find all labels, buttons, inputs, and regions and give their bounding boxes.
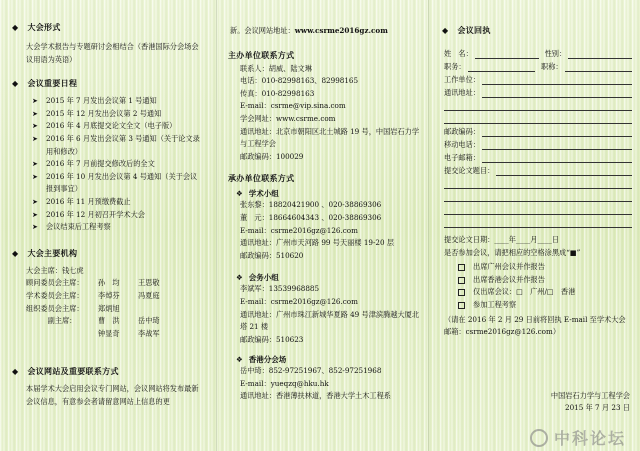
org-name: 李战军 <box>138 328 160 338</box>
org-row <box>26 277 202 290</box>
org-row <box>26 265 202 278</box>
attend-option-label: 仅出席会议：□ 广州/□ 香港 <box>473 287 576 297</box>
signature-block <box>551 390 630 414</box>
form-row-postcode: 邮政编码： <box>444 124 632 137</box>
schedule-item-text: 2016 年 10 月发出会议第 4 号通知（关于会议报到事宜） <box>46 171 198 194</box>
schedule-item-text: 会议结束后工程考察 <box>46 222 111 232</box>
address-field[interactable] <box>482 89 632 98</box>
diamond-icon: ◆ <box>12 367 19 377</box>
diamond-dot-icon: ❖ <box>236 355 243 365</box>
schedule-item-text: 2016 年 12 月初召开学术大会 <box>46 209 145 219</box>
form-row-position: 职务： 职称： <box>444 59 632 72</box>
attend-option-label: 参加工程考察 <box>473 299 517 309</box>
org-role <box>26 328 98 341</box>
org-role: 副主席： <box>26 316 77 326</box>
diamond-icon: ◆ <box>12 248 19 258</box>
receipt-note: （请在 2016 年 2 月 29 日前将回执 E-mail 至学术大会邮箱：csrme2016gz@126.com） <box>444 314 626 337</box>
schedule-item-text: 2015 年 12 月发出会议第 2 号通知 <box>46 108 162 118</box>
academic-heading: ❖ 学术小组 <box>236 189 279 199</box>
attend-option <box>444 286 632 299</box>
submit-date-line: 提交论文日期：____年____月____日 <box>444 235 560 244</box>
org-role: 顾问委员会主席： <box>26 278 84 288</box>
form-row-address: 通讯地址： <box>444 85 632 98</box>
org-name: 岳中琦 <box>138 316 160 326</box>
diamond-dot-icon: ❖ <box>236 189 243 199</box>
diamond-dot-icon: ❖ <box>236 273 243 283</box>
schedule-item-text: 2016 年 6 月发出会议第 3 号通知（关于论文录用和修改） <box>46 133 200 156</box>
attend-prompt: 是否参加会议，请把相应的空格涂黑成“■” <box>444 247 581 257</box>
org-name: 孙 均 <box>98 278 120 288</box>
academic-contact-line: 邮政编码：510620 <box>240 250 304 260</box>
arrow-right-icon: ➤ <box>32 172 38 181</box>
org-row <box>26 290 202 303</box>
email-field[interactable] <box>482 154 632 163</box>
section-heading-receipt: ◆ 会议回执 <box>442 26 491 35</box>
org-row <box>26 315 202 328</box>
org-name: 钟显奇 <box>98 328 120 338</box>
academic-contact <box>230 199 424 262</box>
host-contact-line: 电话：010-82998163、82998165 <box>240 76 359 86</box>
attend-option <box>444 274 632 287</box>
section-heading-format: ◆ 大会形式 <box>12 23 61 32</box>
arrow-right-icon: ➤ <box>32 122 38 131</box>
paper-title-line4[interactable] <box>444 202 632 215</box>
org-role: 组织委员会主席： <box>26 303 84 313</box>
section-heading-host: 主办单位联系方式 <box>228 50 295 60</box>
column-middle <box>222 0 424 451</box>
schedule-item-text: 2016 年 4 月底提交论文全文（电子版） <box>46 121 177 131</box>
unit-field[interactable] <box>482 76 632 85</box>
schedule-item-text: 2016 年 7 月前提交修改后的全文 <box>46 159 155 169</box>
affairs-contact-line: 李斌军：13539968885 <box>240 284 320 294</box>
checkbox[interactable] <box>458 289 465 296</box>
schedule-item <box>32 120 202 133</box>
org-list <box>26 265 202 341</box>
checkbox[interactable] <box>458 302 465 309</box>
diamond-icon: ◆ <box>12 79 19 89</box>
watermark: 中科论坛 <box>530 426 626 449</box>
schedule-list <box>26 95 202 234</box>
web-url-link[interactable]: www.csrme2016gz.com <box>294 26 388 35</box>
host-contact <box>230 63 424 164</box>
column-divider <box>428 0 429 451</box>
mobile-field[interactable] <box>482 141 632 150</box>
checkbox[interactable] <box>458 264 465 271</box>
diamond-icon: ◆ <box>442 26 449 35</box>
postcode-field[interactable] <box>482 128 632 137</box>
sign-org: 中国岩石力学与工程学会 <box>550 391 630 400</box>
position-field[interactable] <box>468 63 535 72</box>
org-row <box>26 328 202 341</box>
title-field[interactable] <box>565 63 632 72</box>
hk-contact-line: 通讯地址：香港薄扶林道，香港大学土木工程系 <box>240 391 391 401</box>
schedule-item <box>32 95 202 108</box>
column-right <box>432 0 640 451</box>
attend-option-label: 出席广州会议并作报告 <box>473 262 545 272</box>
section-heading-schedule: ◆ 会议重要日程 <box>12 79 78 89</box>
paper-title-line5[interactable] <box>444 215 632 228</box>
org-name <box>138 265 182 278</box>
host-contact-line: 联系人：胡威、陆文琳 <box>240 63 312 73</box>
arrow-right-icon: ➤ <box>32 134 38 143</box>
schedule-item <box>32 221 202 234</box>
name-field[interactable] <box>475 50 539 59</box>
hk-heading: ❖ 香港分会场 <box>236 355 287 365</box>
org-name <box>98 265 138 278</box>
affairs-contact-line: E-mail：csrme2016gz@126.com <box>240 296 358 306</box>
org-name: 李焯芬 <box>98 290 120 300</box>
org-role: 大会主席：钱七虎 <box>26 265 84 275</box>
org-row <box>26 303 202 316</box>
form-row-name: 姓 名： 性别： <box>444 46 632 59</box>
org-role: 学术委员会主席： <box>26 290 84 300</box>
hk-contact <box>230 365 424 403</box>
attend-option <box>444 261 632 274</box>
org-name <box>138 303 182 316</box>
schedule-item-text: 2015 年 7 月发出会议第 1 号通知 <box>46 96 157 106</box>
org-name: 曹 洪 <box>98 316 120 326</box>
schedule-item-text: 2016 年 11 月预缴费截止 <box>46 196 131 206</box>
form-row-mobile: 移动电话： <box>444 137 632 150</box>
org-name: 郑炳旭 <box>98 303 120 313</box>
form-row-paper: 提交论文题目： <box>444 163 632 176</box>
section-heading-organizer: 承办单位联系方式 <box>228 174 295 184</box>
academic-contact-line: E-mail：csrme2016gz@126.com <box>240 225 358 235</box>
schedule-item <box>32 108 202 121</box>
checkbox[interactable] <box>458 277 465 284</box>
section-heading-web: ◆ 会议网站及重要联系方式 <box>12 367 119 377</box>
sign-date: 2015 年 7 月 23 日 <box>565 403 630 412</box>
hk-contact-line: 岳中琦：852-97251967、852-97251968 <box>240 366 382 376</box>
arrow-right-icon: ➤ <box>32 223 38 232</box>
section-heading-org: ◆ 大会主要机构 <box>12 248 78 258</box>
academic-contact-line: 张东黎：18820421900 、020-38869306 <box>240 200 382 210</box>
web-text: 本届学术大会启用会议专门网站，会议网站将发布最新会议信息，有意参会者请留意网站上信息的更 <box>26 384 199 406</box>
host-contact-line: 通讯地址：北京市朝阳区北土城路 19 号，中国岩石力学与工程学会 <box>240 126 420 149</box>
affairs-contact-line: 通讯地址：广州市珠江新城华夏路 49 号津滨腾越大厦北塔 21 楼 <box>240 309 420 332</box>
diamond-icon: ◆ <box>12 23 19 32</box>
attend-option <box>444 299 632 312</box>
arrow-right-icon: ➤ <box>32 97 38 106</box>
host-contact-line: E-mail：csrme@vip.sina.com <box>240 101 346 111</box>
arrow-right-icon: ➤ <box>32 109 38 118</box>
format-text: 大会学术报告与专题研讨会相结合（香港国际分会场会议用语为英语） <box>26 42 199 64</box>
hk-contact-line: E-mail：yueqzq@hku.hk <box>240 378 329 388</box>
schedule-item <box>32 209 202 222</box>
academic-contact-line: 通讯地址：广州市天河路 99 号天丽楼 19-20 层 <box>240 238 395 248</box>
attend-options <box>444 261 632 311</box>
host-contact-line: 邮政编码：100029 <box>240 151 304 161</box>
attend-option-label: 出席香港会议并作报告 <box>473 274 545 284</box>
paper-title-line2[interactable] <box>444 176 632 189</box>
org-name: 冯夏庭 <box>138 290 160 300</box>
affairs-heading: ❖ 会务小组 <box>236 273 279 283</box>
paper-title-line3[interactable] <box>444 189 632 202</box>
affairs-contact <box>230 283 424 346</box>
paper-title-field[interactable] <box>496 167 632 176</box>
org-name: 王思敬 <box>138 278 160 288</box>
arrow-right-icon: ➤ <box>32 160 38 169</box>
address-field-line2[interactable] <box>444 98 632 111</box>
gender-field[interactable] <box>568 50 632 59</box>
schedule-item <box>32 171 202 196</box>
form-row-unit: 工作单位： <box>444 72 632 85</box>
host-contact-line: 传真：010-82998163 <box>240 88 315 98</box>
arrow-right-icon: ➤ <box>32 197 38 206</box>
schedule-item <box>32 133 202 158</box>
wechat-logo-icon <box>530 429 548 447</box>
academic-contact-line: 董 元：18664604343 、020-38869306 <box>240 212 382 222</box>
arrow-right-icon: ➤ <box>32 210 38 219</box>
column-left <box>0 0 212 451</box>
schedule-item <box>32 196 202 209</box>
form-row-email: 电子邮箱： <box>444 150 632 163</box>
column-divider <box>216 0 217 451</box>
host-contact-line: 学会网址：www.csrme.com <box>240 113 336 123</box>
address-field-line3[interactable] <box>444 111 632 124</box>
web-url-line: 新。会议网站地址：www.csrme2016gz.com <box>230 26 388 35</box>
affairs-contact-line: 邮政编码：510623 <box>240 334 304 344</box>
schedule-item <box>32 158 202 171</box>
receipt-form <box>444 46 632 228</box>
